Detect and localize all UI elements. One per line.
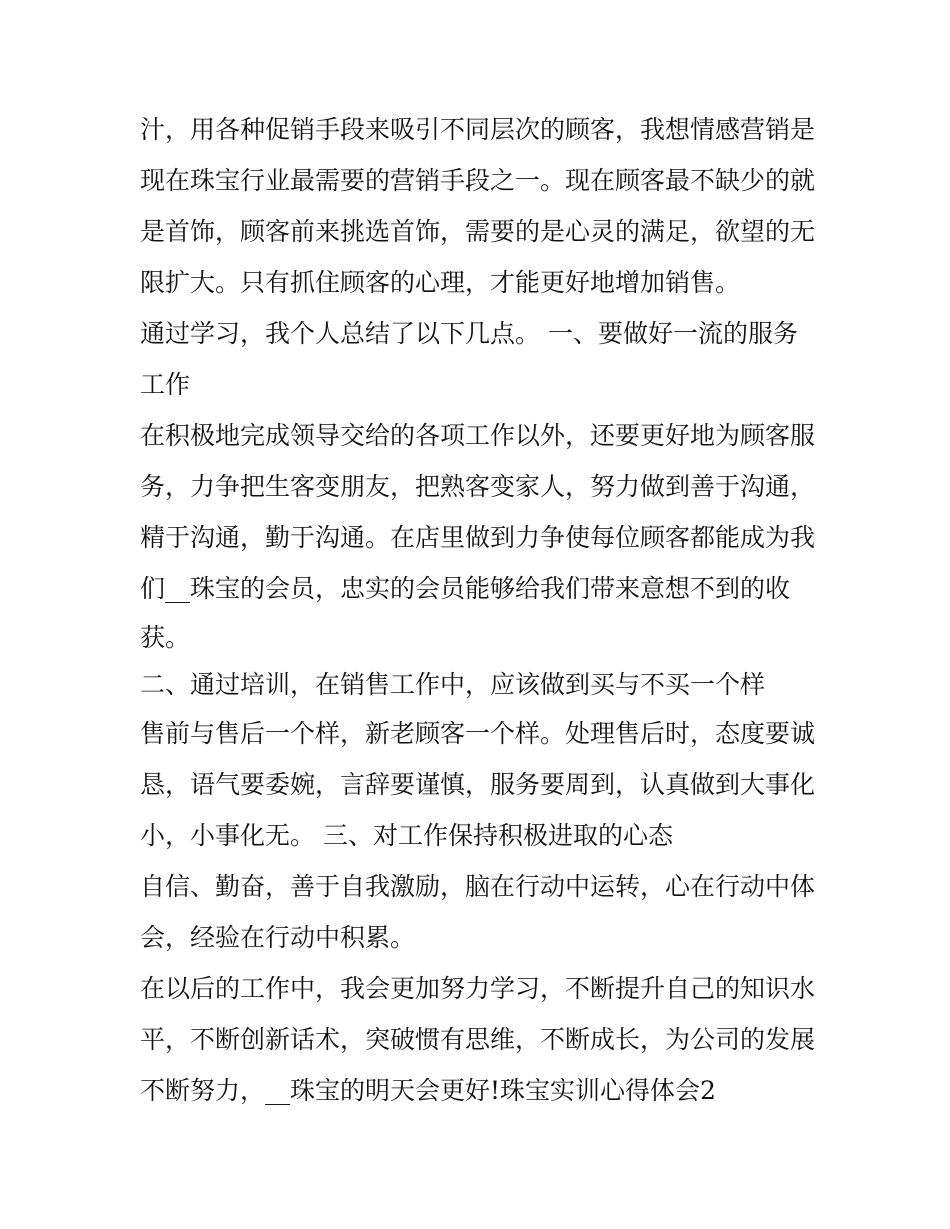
text-line-4: 限扩大。只有抓住顾客的心理，才能更好地增加销售。	[140, 268, 741, 297]
text-line-17: 会，经验在行动中积累。	[140, 923, 416, 952]
text-line-20: 不断努力，__珠宝的明天会更好!珠宝实训心得体会2	[140, 1076, 716, 1105]
text-line-15: 小，小事化无。 三、对工作保持积极进取的心态	[140, 821, 673, 850]
document-body	[140, 104, 820, 1116]
text-line-2: 现在珠宝行业最需要的营销手段之一。现在顾客最不缺少的就	[140, 166, 816, 195]
text-line-8: 务，力争把生客变朋友，把熟客变家人，努力做到善于沟通，	[140, 472, 816, 501]
text-line-11: 获。	[140, 623, 191, 652]
text-line-9: 精于沟通，勤于沟通。在店里做到力争使每位顾客都能成为我	[140, 523, 816, 552]
text-line-18: 在以后的工作中，我会更加努力学习，不断提升自己的知识水	[140, 974, 816, 1003]
text-line-1: 汁，用各种促销手段来吸引不同层次的顾客，我想情感营销是	[140, 115, 816, 144]
text-line-19: 平，不断创新话术，突破惯有思维，不断成长，为公司的发展	[140, 1025, 816, 1054]
text-line-6: 工作	[140, 370, 191, 399]
text-line-13: 售前与售后一个样，新老顾客一个样。处理售后时，态度要诚	[140, 719, 816, 748]
text-line-7: 在积极地完成领导交给的各项工作以外，还要更好地为顾客服	[140, 421, 816, 450]
text-line-14: 恳，语气要委婉，言辞要谨慎，服务要周到，认真做到大事化	[140, 770, 816, 799]
text-line-16: 自信、勤奋，善于自我激励，脑在行动中运转，心在行动中体	[140, 872, 816, 901]
text-line-5: 通过学习，我个人总结了以下几点。 一、要做好一流的服务	[140, 319, 798, 348]
text-line-3: 是首饰，顾客前来挑选首饰，需要的是心灵的满足，欲望的无	[140, 217, 816, 246]
text-line-10: 们__珠宝的会员，忠实的会员能够给我们带来意想不到的收	[140, 574, 791, 603]
text-line-12: 二、通过培训，在销售工作中，应该做到买与不买一个样	[140, 670, 766, 699]
